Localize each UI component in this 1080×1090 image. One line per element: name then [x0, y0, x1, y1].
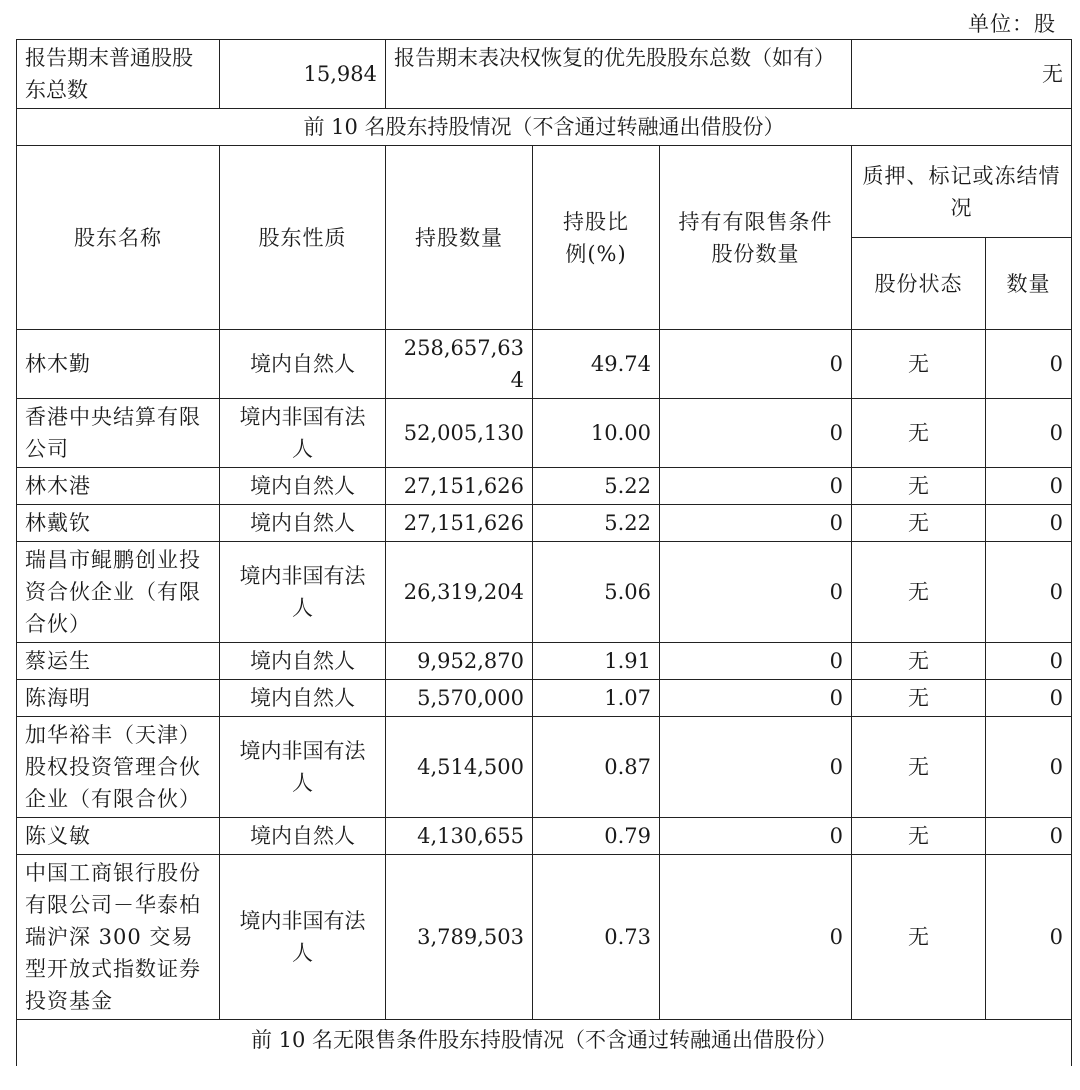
header-name: 股东名称	[17, 146, 220, 330]
shares-held: 258,657,634	[386, 330, 533, 399]
holder-nature: 境内自然人	[220, 680, 386, 717]
pledge-status: 无	[852, 330, 986, 399]
holder-nature: 境内自然人	[220, 505, 386, 542]
header-restricted: 持有有限售条件股份数量	[660, 146, 852, 330]
holding-ratio: 0.73	[533, 855, 660, 1020]
holder-nature: 境内自然人	[220, 643, 386, 680]
holder-name: 陈海明	[17, 680, 220, 717]
holder-name: 加华裕丰（天津）股权投资管理合伙企业（有限合伙）	[17, 717, 220, 818]
shares-held: 4,130,655	[386, 818, 533, 855]
table-row	[17, 542, 1072, 643]
shares-held: 27,151,626	[386, 505, 533, 542]
preferred-holders-value: 无	[852, 40, 1072, 109]
restricted-shares: 0	[660, 717, 852, 818]
pledge-status: 无	[852, 717, 986, 818]
holding-ratio: 49.74	[533, 330, 660, 399]
section-title: 前 10 名股东持股情况（不含通过转融通出借股份）	[17, 109, 1072, 146]
restricted-shares: 0	[660, 855, 852, 1020]
pledge-qty: 0	[986, 855, 1072, 1020]
preferred-holders-label: 报告期末表决权恢复的优先股股东总数（如有）	[386, 40, 852, 109]
table-row	[17, 330, 1072, 399]
restricted-shares: 0	[660, 330, 852, 399]
shares-held: 5,570,000	[386, 680, 533, 717]
header-pledge-group: 质押、标记或冻结情况	[852, 146, 1072, 238]
header-ratio: 持股比例(%)	[533, 146, 660, 330]
holder-nature: 境内非国有法人	[220, 399, 386, 468]
pledge-qty: 0	[986, 717, 1072, 818]
shares-held: 9,952,870	[386, 643, 533, 680]
holder-nature: 境内非国有法人	[220, 542, 386, 643]
holding-ratio: 1.91	[533, 643, 660, 680]
shares-held: 4,514,500	[386, 717, 533, 818]
shares-held: 26,319,204	[386, 542, 533, 643]
pledge-qty: 0	[986, 680, 1072, 717]
header-pledge-qty: 数量	[986, 238, 1072, 330]
header-nature: 股东性质	[220, 146, 386, 330]
pledge-qty: 0	[986, 468, 1072, 505]
shares-held: 52,005,130	[386, 399, 533, 468]
holder-name: 瑞昌市鲲鹏创业投资合伙企业（有限合伙）	[17, 542, 220, 643]
pledge-qty: 0	[986, 643, 1072, 680]
holder-name: 蔡运生	[17, 643, 220, 680]
restricted-shares: 0	[660, 818, 852, 855]
holding-ratio: 5.22	[533, 468, 660, 505]
header-pledge-status: 股份状态	[852, 238, 986, 330]
table-row	[17, 717, 1072, 818]
next-section-row	[17, 1020, 1072, 1067]
restricted-shares: 0	[660, 680, 852, 717]
holder-nature: 境内自然人	[220, 468, 386, 505]
restricted-shares: 0	[660, 505, 852, 542]
header-row	[17, 146, 1072, 238]
holding-ratio: 5.06	[533, 542, 660, 643]
pledge-status: 无	[852, 855, 986, 1020]
holder-name: 林戴钦	[17, 505, 220, 542]
restricted-shares: 0	[660, 468, 852, 505]
holding-ratio: 5.22	[533, 505, 660, 542]
shares-held: 3,789,503	[386, 855, 533, 1020]
unit-label: 单位：股	[968, 12, 1056, 36]
holder-name: 林木勤	[17, 330, 220, 399]
pledge-status: 无	[852, 505, 986, 542]
section-title-row	[17, 109, 1072, 146]
pledge-status: 无	[852, 542, 986, 643]
holder-nature: 境内非国有法人	[220, 855, 386, 1020]
pledge-qty: 0	[986, 818, 1072, 855]
holder-nature: 境内非国有法人	[220, 717, 386, 818]
header-shares: 持股数量	[386, 146, 533, 330]
pledge-qty: 0	[986, 505, 1072, 542]
shares-held: 27,151,626	[386, 468, 533, 505]
table-row	[17, 399, 1072, 468]
restricted-shares: 0	[660, 399, 852, 468]
table-row	[17, 818, 1072, 855]
pledge-status: 无	[852, 818, 986, 855]
holder-name: 林木港	[17, 468, 220, 505]
holder-nature: 境内自然人	[220, 330, 386, 399]
pledge-qty: 0	[986, 330, 1072, 399]
holding-ratio: 10.00	[533, 399, 660, 468]
pledge-status: 无	[852, 468, 986, 505]
pledge-status: 无	[852, 399, 986, 468]
restricted-shares: 0	[660, 542, 852, 643]
table-row	[17, 643, 1072, 680]
holder-nature: 境内自然人	[220, 818, 386, 855]
holder-name: 陈义敏	[17, 818, 220, 855]
table-row	[17, 680, 1072, 717]
table-row	[17, 468, 1072, 505]
holding-ratio: 0.87	[533, 717, 660, 818]
holding-ratio: 0.79	[533, 818, 660, 855]
pledge-qty: 0	[986, 542, 1072, 643]
table-row	[17, 855, 1072, 1020]
holder-name: 中国工商银行股份有限公司－华泰柏瑞沪深 300 交易型开放式指数证券投资基金	[17, 855, 220, 1020]
holder-name: 香港中央结算有限公司	[17, 399, 220, 468]
common-holders-label: 报告期末普通股股东总数	[17, 40, 220, 109]
summary-row	[17, 40, 1072, 109]
table-row	[17, 505, 1072, 542]
pledge-qty: 0	[986, 399, 1072, 468]
pledge-status: 无	[852, 680, 986, 717]
common-holders-value: 15,984	[220, 40, 386, 109]
holding-ratio: 1.07	[533, 680, 660, 717]
next-section-title: 前 10 名无限售条件股东持股情况（不含通过转融通出借股份）	[17, 1020, 1072, 1067]
pledge-status: 无	[852, 643, 986, 680]
restricted-shares: 0	[660, 643, 852, 680]
shareholder-table	[16, 39, 1072, 1066]
